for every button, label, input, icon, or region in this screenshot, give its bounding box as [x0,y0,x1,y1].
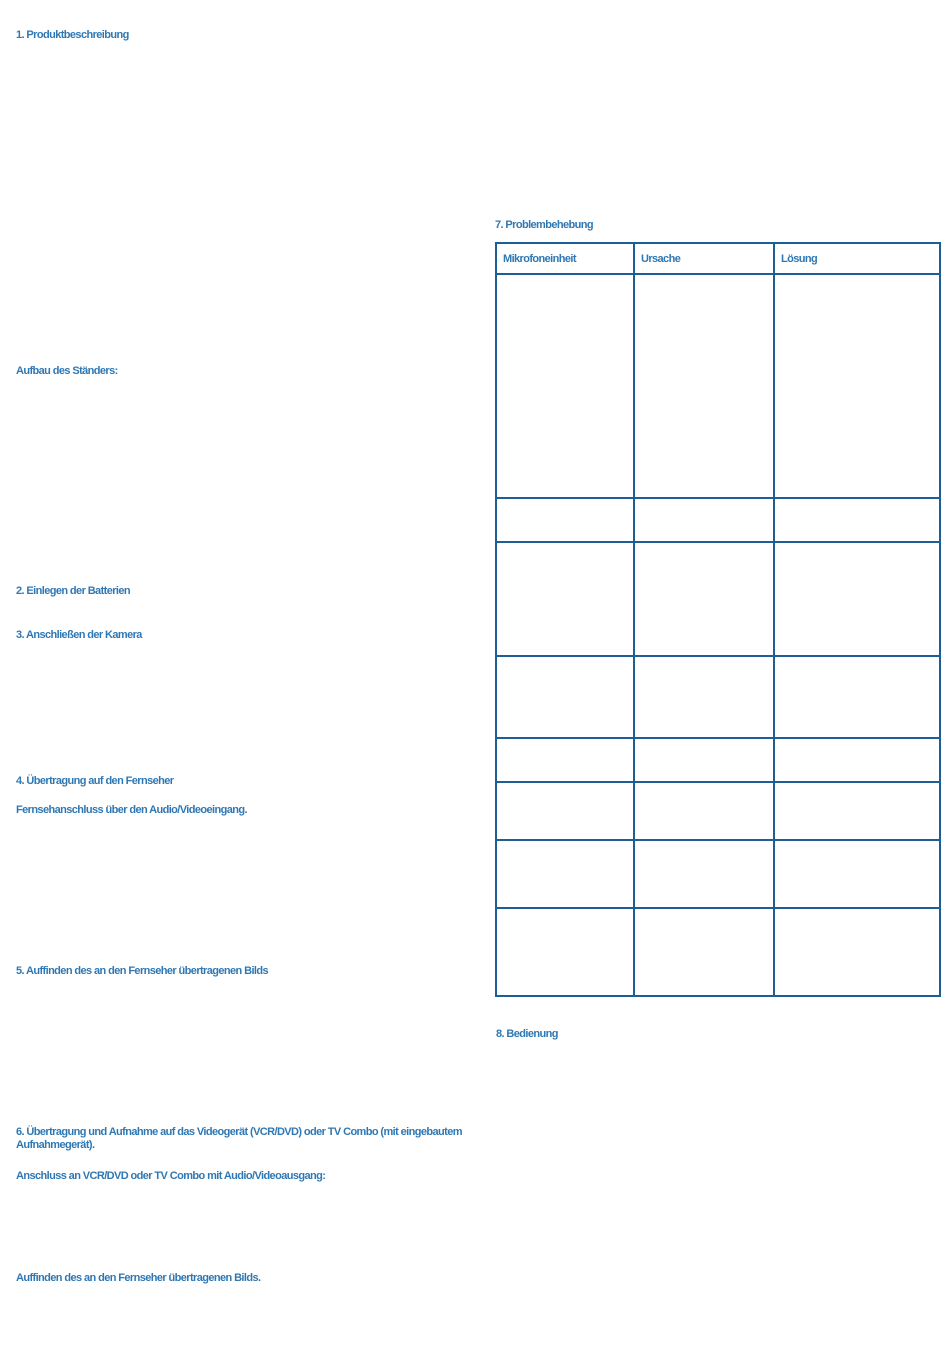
heading-troubleshooting: 7. Problembehebung [495,219,593,231]
table-row [496,782,940,840]
table-row [496,738,940,782]
table-row [496,840,940,908]
heading-connect-camera: 3. Anschließen der Kamera [16,629,142,641]
troubleshooting-table [495,242,939,996]
table-header-row [496,243,940,274]
column-header-microphone-unit: Mikrofoneinheit [496,243,634,274]
table-row [496,908,940,996]
table-row [496,498,940,542]
column-header-cause: Ursache [634,243,774,274]
table-row [496,274,940,498]
subheading-find-image: Auffinden des an den Fernseher übertragenen Bilds. [16,1272,261,1284]
table-row [496,656,940,738]
heading-stand-assembly: Aufbau des Ständers: [16,365,118,377]
heading-batteries: 2. Einlegen der Batterien [16,585,130,597]
heading-find-image: 5. Auffinden des an den Fernseher übertragenen Bilds [16,965,269,977]
heading-recording: 6. Übertragung und Aufnahme auf das Videogerät (VCR/DVD) oder TV Combo (mit eingebautem Aufnahmegerät). [16,1126,462,1151]
subheading-tv-connection: Fernsehanschluss über den Audio/Videoeingang. [16,804,247,816]
heading-tv-transmission: 4. Übertragung auf den Fernseher [16,775,174,787]
subheading-vcr-connection: Anschluss an VCR/DVD oder TV Combo mit Audio/Videoausgang: [16,1170,326,1182]
heading-product-description: 1. Produktbeschreibung [16,29,129,41]
table-row [496,542,940,656]
column-header-solution: Lösung [774,243,940,274]
heading-operation: 8. Bedienung [496,1028,558,1040]
